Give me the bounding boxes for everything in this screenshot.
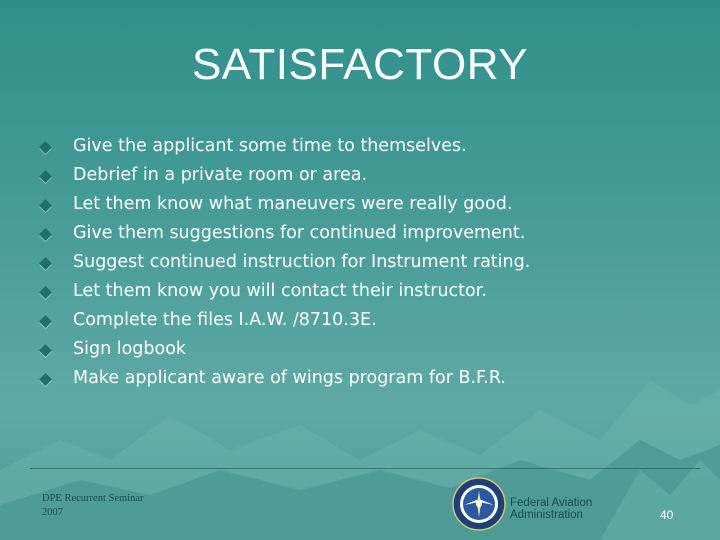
- faa-seal-icon: [452, 477, 506, 531]
- bullet-text: Complete the files I.A.W. /8710.3E.: [73, 310, 377, 330]
- seminar-label: [42, 492, 143, 520]
- page-number: 40: [660, 508, 674, 522]
- footer-divider: [30, 468, 700, 469]
- diamond-bullet-icon: [39, 315, 52, 328]
- diamond-bullet-icon: [39, 257, 52, 270]
- bullet-text: Let them know you will contact their instructor.: [73, 281, 487, 301]
- bullet-item: [40, 308, 530, 337]
- bullet-text: Sign logbook: [73, 339, 187, 359]
- diamond-bullet-icon: [39, 141, 52, 154]
- bullet-text: Make applicant aware of wings program for B.F.R.: [73, 368, 506, 388]
- bullet-item: [40, 134, 530, 163]
- faa-wordmark: [510, 497, 592, 521]
- bullet-item: [40, 250, 530, 279]
- faa-name-line2: Administration: [510, 509, 583, 521]
- bullet-item: [40, 337, 530, 366]
- diamond-bullet-icon: [39, 286, 52, 299]
- bullet-item: [40, 221, 530, 250]
- bullet-item: [40, 192, 530, 221]
- bullet-text: Debrief in a private room or area.: [73, 165, 368, 185]
- bullet-text: Let them know what maneuvers were really good.: [73, 194, 513, 214]
- bullet-text: Give the applicant some time to themselves.: [73, 136, 467, 156]
- diamond-bullet-icon: [39, 199, 52, 212]
- bullet-text: Give them suggestions for continued improvement.: [73, 223, 526, 243]
- seminar-name: DPE Recurrent Seminar: [42, 493, 144, 504]
- diamond-bullet-icon: [39, 170, 52, 183]
- bullet-item: [40, 279, 530, 308]
- bullet-item: [40, 163, 530, 192]
- seminar-year: 2007: [42, 507, 63, 518]
- bullet-list: [40, 134, 530, 395]
- bullet-item: [40, 366, 530, 395]
- diamond-bullet-icon: [39, 373, 52, 386]
- slide-title: SATISFACTORY: [191, 40, 529, 89]
- faa-name-line1: Federal Aviation: [510, 497, 593, 509]
- diamond-bullet-icon: [39, 228, 52, 241]
- diamond-bullet-icon: [39, 344, 52, 357]
- bullet-text: Suggest continued instruction for Instrument rating.: [73, 252, 531, 272]
